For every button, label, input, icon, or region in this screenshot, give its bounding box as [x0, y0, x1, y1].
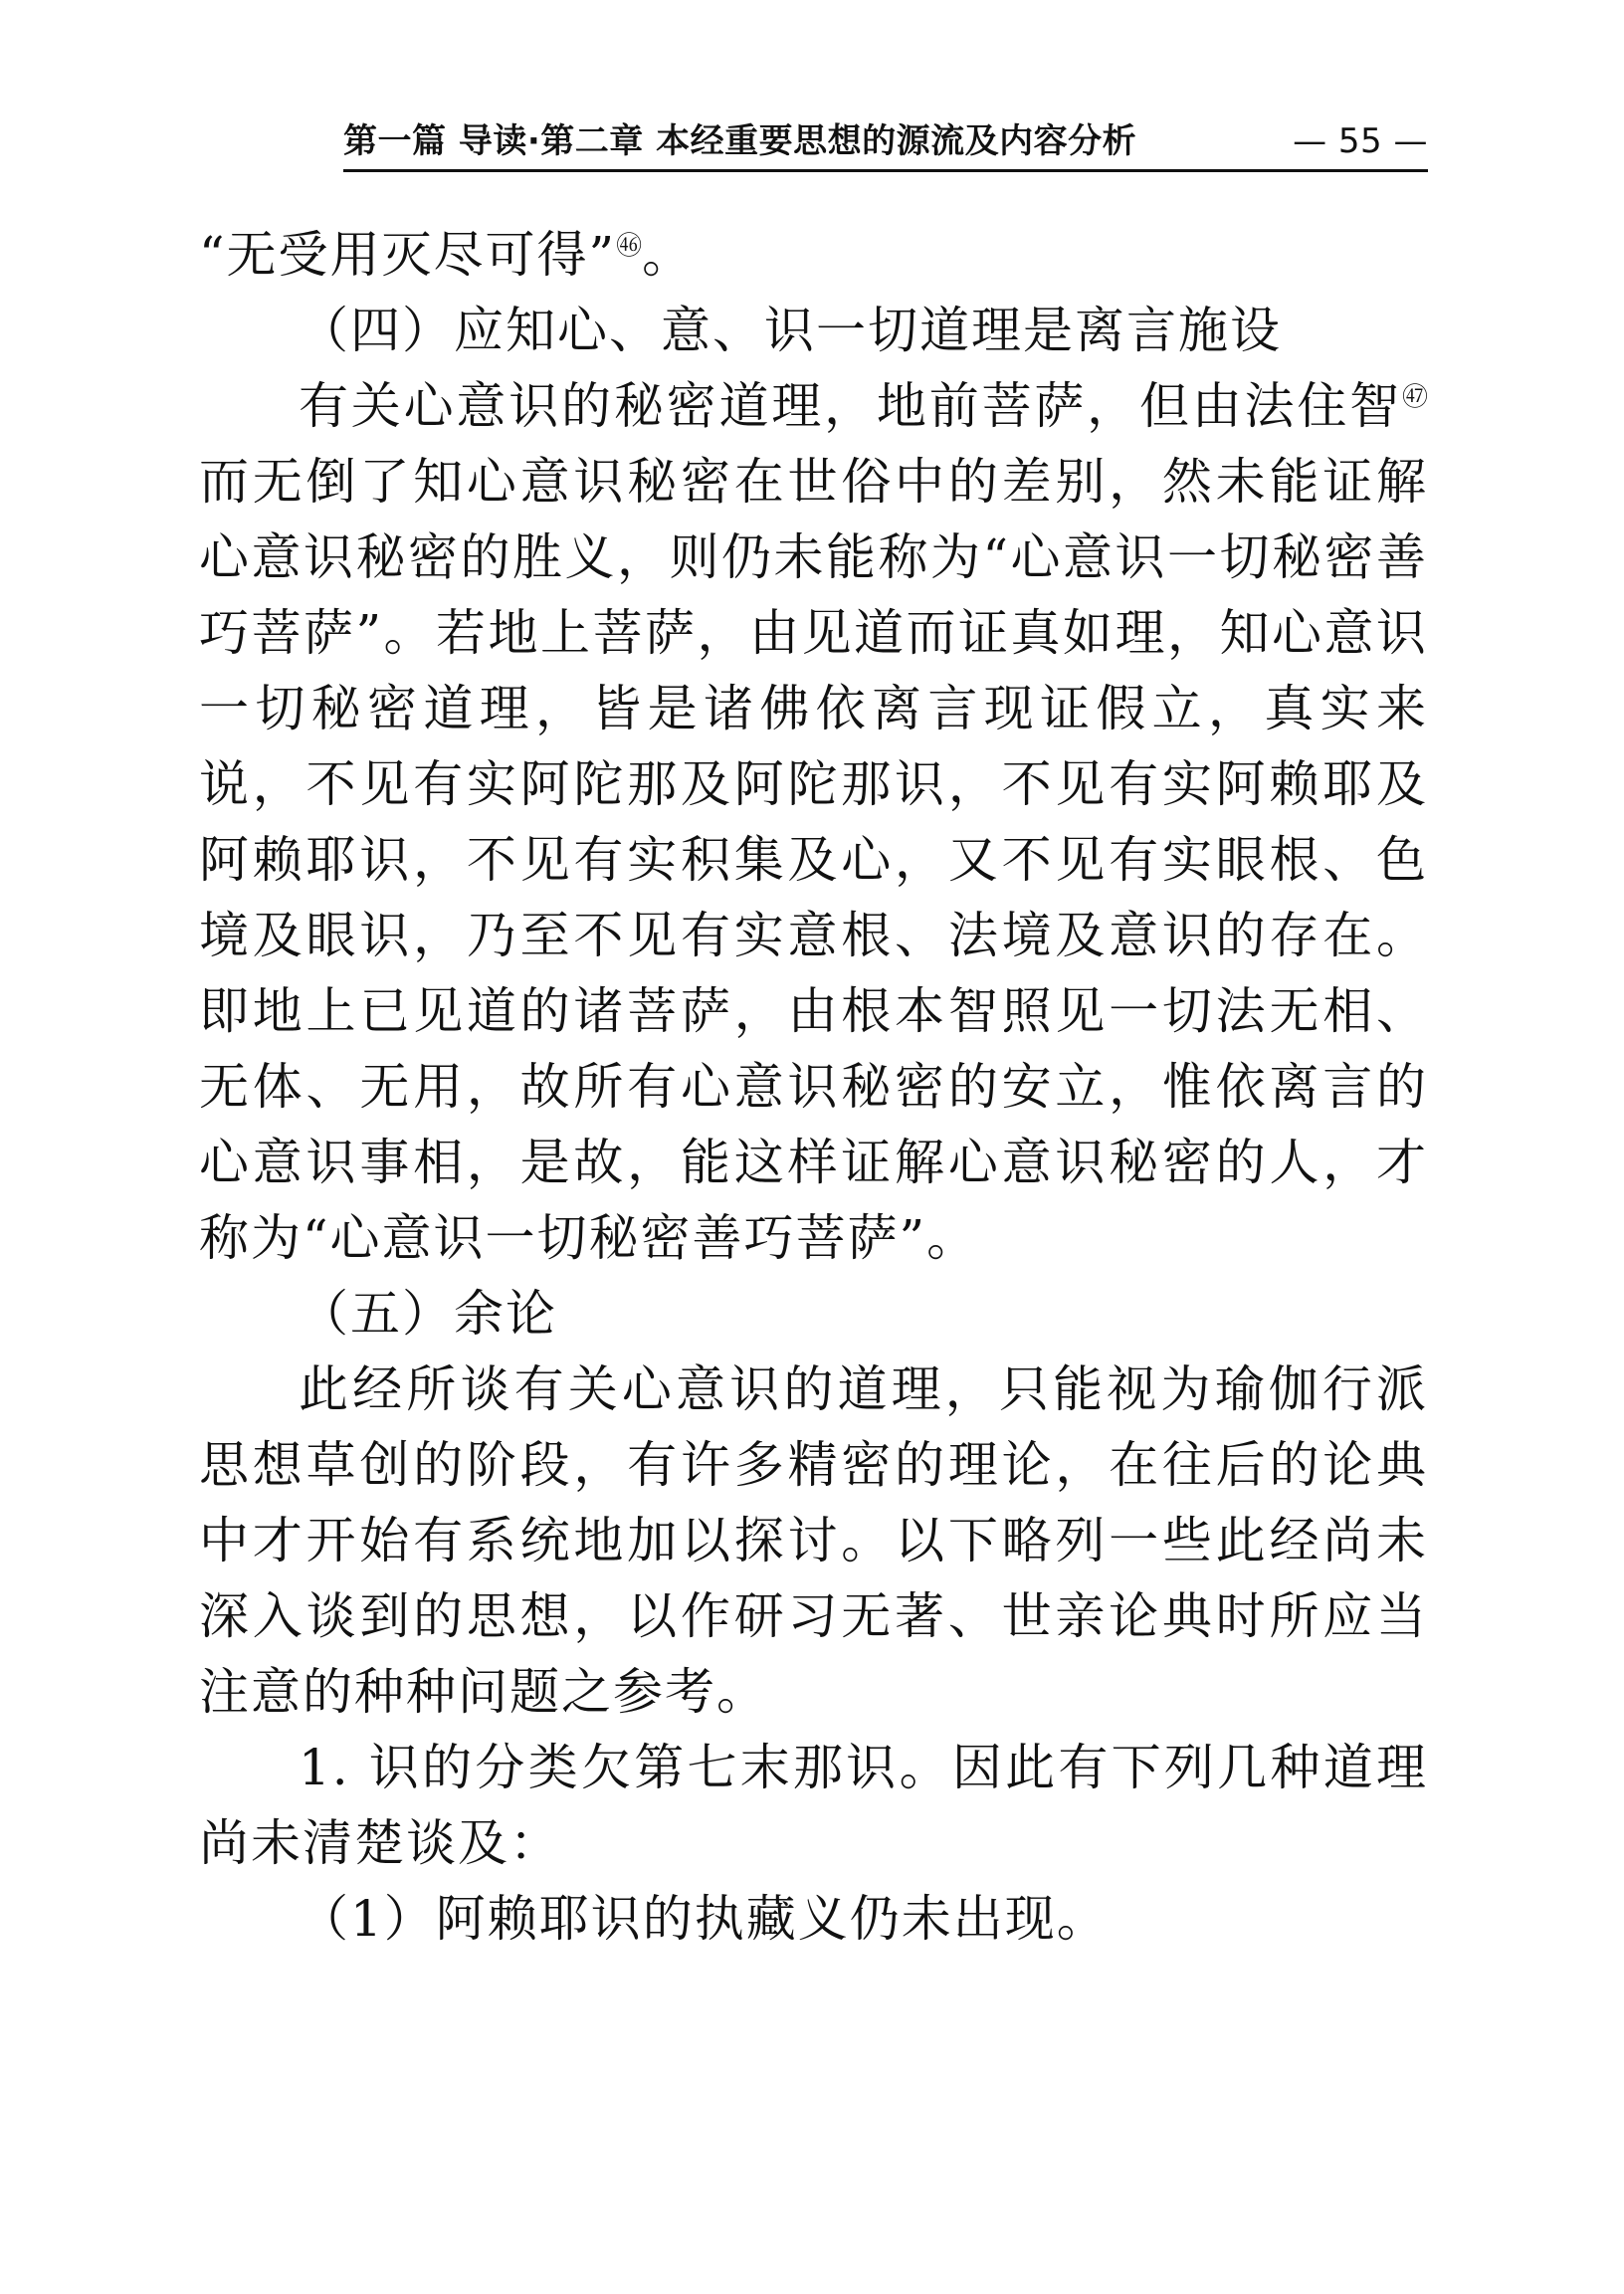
body-text — [199, 217, 1428, 1957]
paragraph-remarks: 此经所谈有关心意识的道理，只能视为瑜伽行派思想草创的阶段，有许多精密的理论，在往后的论典中才开始有系统地加以探讨。以下略列一些此经尚未深入谈到的思想，以作研习无著、世亲论典时所应当注意的种种问题之参考。 — [199, 1360, 1428, 1721]
paragraph-mind-secrets — [199, 368, 1428, 1276]
paragraph-mind-secrets-part-b: 而无倒了知心意识秘密在世俗中的差别，然未能证解心意识秘密的胜义，则仍未能称为“心意识一切秘密善巧菩萨”。若地上菩萨，由见道而证真如理，知心意识一切秘密道理，皆是诸佛依离言现证假立，真实来说，不见有实阿陀那及阿陀那识，不见有实阿赖耶及阿赖耶识，不见有实积集及心，又不见有实眼根、色境及眼识，乃至不见有实意根、法境及意识的存在。即地上已见道的诸菩萨，由根本智照见一切法无相、无体、无用，故所有心意识秘密的安立，惟依离言的心意识事相，是故，能这样证解心意识秘密的人，才称为“心意识一切秘密善巧菩萨”。 — [199, 453, 1428, 1267]
section-heading-5: （五）余论 — [299, 1285, 557, 1343]
footnote-marker-46: ㊻ — [616, 231, 643, 262]
list-item-1: 1. 识的分类欠第七末那识。因此有下列几种道理尚未清楚谈及： — [199, 1739, 1428, 1872]
quote-period: 。 — [642, 226, 695, 284]
running-header — [343, 117, 1428, 172]
paragraph-quote-end — [199, 217, 1428, 293]
paragraph-mind-secrets-part-a: 有关心意识的秘密道理，地前菩萨，但由法住智 — [299, 377, 1402, 435]
quote-text: “无受用灭尽可得” — [199, 226, 617, 284]
footnote-marker-47: ㊼ — [1401, 382, 1428, 413]
sub-list-item-1: （1）阿赖耶识的执藏义仍未出现。 — [299, 1890, 1109, 1948]
chapter-title: 第一篇 导读·第二章 本经重要思想的源流及内容分析 — [343, 121, 1137, 161]
section-heading-4: （四）应知心、意、识一切道理是离言施设 — [299, 302, 1282, 359]
page-number: — 55 — — [1293, 121, 1428, 161]
